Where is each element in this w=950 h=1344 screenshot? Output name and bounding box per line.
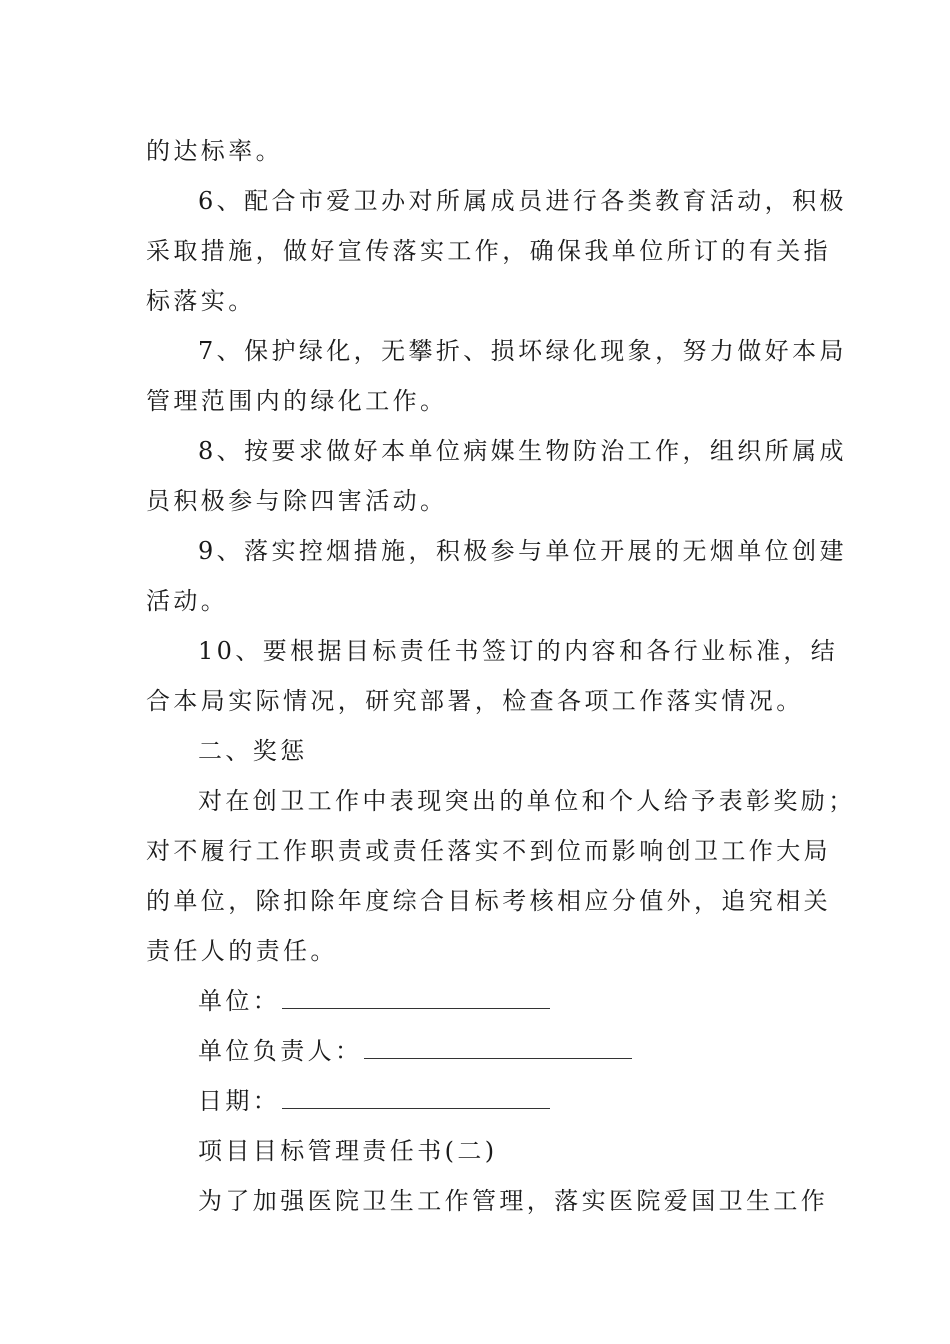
text-line: 的达标率。	[146, 137, 283, 165]
document-subtitle: 项目目标管理责任书(二)	[198, 1137, 498, 1165]
text-line: 6、配合市爱卫办对所属成员进行各类教育活动，积极	[198, 187, 847, 215]
date-blank-field[interactable]	[282, 1078, 550, 1109]
text-line: 7、保护绿化，无攀折、损坏绿化现象，努力做好本局	[198, 337, 847, 365]
text-line: 采取措施，做好宣传落实工作，确保我单位所订的有关指	[146, 237, 831, 265]
date-label: 日期：	[198, 1087, 281, 1115]
text-line: 10、要根据目标责任书签订的内容和各行业标准，结	[198, 637, 839, 665]
text-line: 员积极参与除四害活动。	[146, 487, 448, 515]
text-line: 的单位，除扣除年度综合目标考核相应分值外，追究相关	[146, 887, 831, 915]
section-heading: 二、奖惩	[198, 737, 308, 765]
text-line: 标落实。	[146, 287, 256, 315]
text-line: 为了加强医院卫生工作管理，落实医院爱国卫生工作	[198, 1187, 829, 1215]
text-line: 8、按要求做好本单位病媒生物防治工作，组织所属成	[198, 437, 847, 465]
leader-label: 单位负责人：	[198, 1037, 363, 1065]
leader-blank-field[interactable]	[364, 1028, 632, 1059]
text-line: 对在创卫工作中表现突出的单位和个人给予表彰奖励；	[198, 787, 856, 815]
text-line: 合本局实际情况，研究部署，检查各项工作落实情况。	[146, 687, 804, 715]
document-body	[146, 126, 856, 1226]
signature-date	[146, 1076, 806, 1126]
text-line: 管理范围内的绿化工作。	[146, 387, 448, 415]
signature-leader	[146, 1026, 806, 1076]
text-line: 对不履行工作职责或责任落实不到位而影响创卫工作大局	[146, 837, 831, 865]
unit-blank-field[interactable]	[282, 978, 550, 1009]
unit-label: 单位：	[198, 987, 281, 1015]
text-line: 责任人的责任。	[146, 937, 338, 965]
signature-unit	[146, 976, 806, 1026]
text-line: 活动。	[146, 587, 229, 615]
text-line: 9、落实控烟措施，积极参与单位开展的无烟单位创建	[198, 537, 847, 565]
